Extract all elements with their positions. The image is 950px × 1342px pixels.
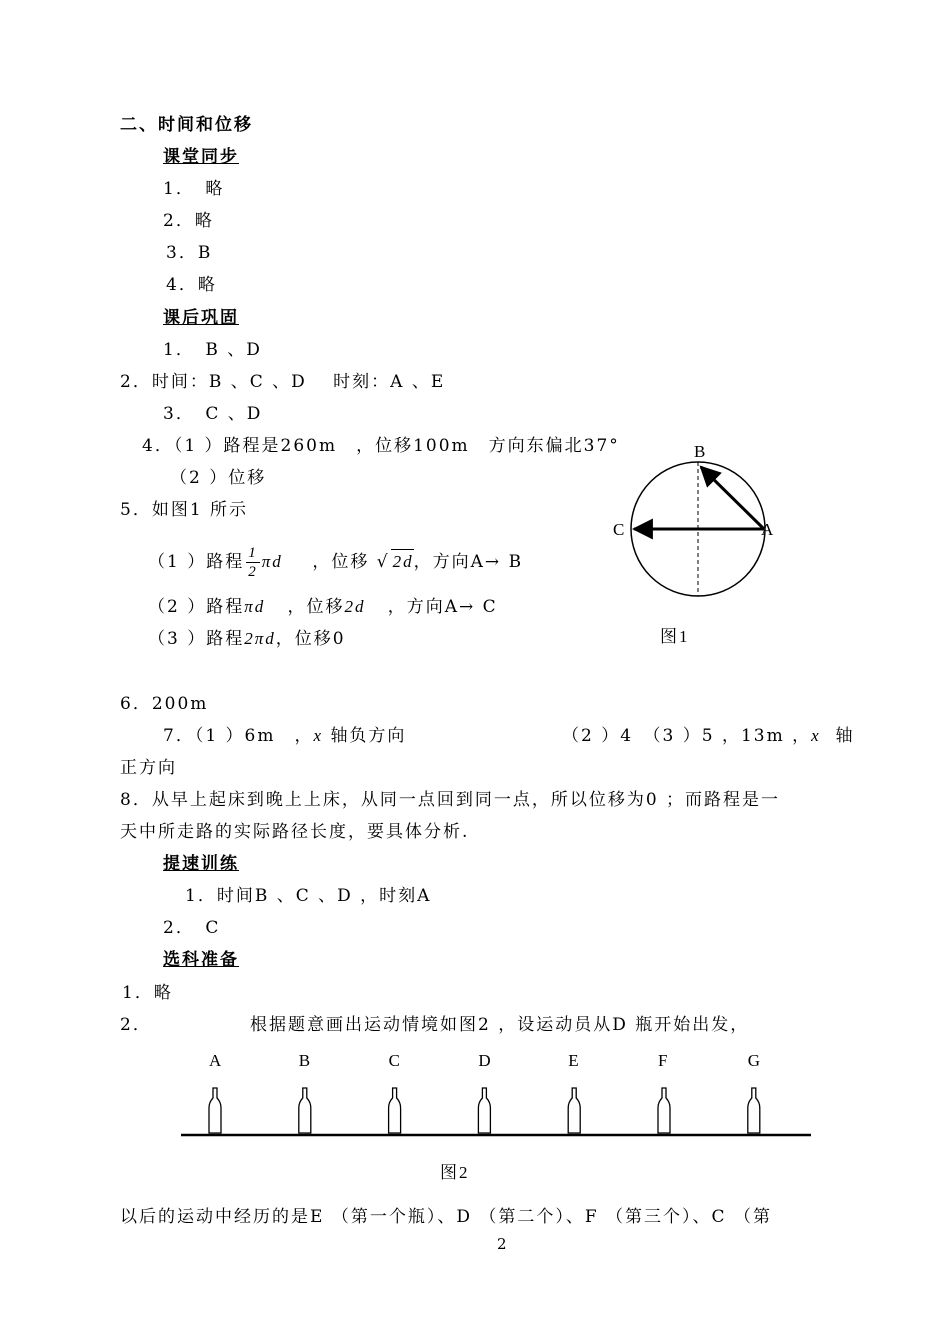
pi-d: πd [244,597,266,616]
text: ，方向A→ C [387,597,498,617]
list-item: 4．略 [166,275,217,295]
item-5-1: （1 ）路程 $\frac{1}{2}$ πd ，位移 √ 2d，方向A→ B [148,545,524,580]
item-7-cont [562,724,855,748]
bottle-icon [568,1088,580,1133]
page-number: 2 [497,1235,509,1253]
bottles-group [209,1051,762,1133]
list-item: 5．如图1 所示 [120,500,249,520]
figure-1-circle-diagram [600,430,800,610]
bottle-icon [389,1088,401,1133]
text: 7．（1 ）6m ， [163,726,314,746]
bottle-label-b: B [298,1051,313,1070]
fraction-denominator: 2 [248,564,258,580]
list-item: 正方向 [120,758,177,778]
label-a: A [761,520,776,539]
list-item: 3． C 、D [163,404,263,424]
var-x: x [811,726,821,745]
bottle-label-g: G [747,1051,763,1070]
list-item: 根据题意画出运动情境如图2 ，设运动员从D 瓶开始出发， [250,1015,750,1035]
bottle-label-e: E [568,1051,581,1070]
list-item: 1． B 、D [163,340,262,360]
figure-2-caption: 图2 [440,1163,470,1182]
text: ，位移 [287,597,345,617]
text: （2 ）路程 [148,597,245,617]
list-item: 8．从早上起床到晚上上床，从同一点回到同一点，所以位移为0 ；而路程是一 [120,790,781,810]
text: ，方向A→ B [413,552,524,572]
fraction-numerator: 1 [248,545,258,561]
fraction [246,544,260,581]
pi-d: πd [261,552,283,571]
bottle-icon [478,1088,490,1133]
list-item: 2． C [163,918,221,938]
bottle-icon [658,1088,670,1133]
heading-speed-training: 提速训练 [163,854,239,874]
item-5-2 [148,595,498,619]
figure-2-bottles-diagram [175,1040,820,1150]
bottle-label-d: D [478,1051,493,1070]
heading-after-class: 课后巩固 [163,308,239,328]
list-item: 4．（1 ）路程是260m ，位移100m 方向东偏北37° [142,436,620,456]
two-d: 2d [344,597,366,616]
heading-subject-prep: 选科准备 [163,950,239,970]
var-x: x [313,726,324,745]
list-item: 2． [120,1015,152,1035]
item-7 [163,724,406,748]
label-b: B [694,442,708,461]
text: ，位移 [312,552,370,572]
section-title: 二、时间和位移 [120,115,253,135]
list-item: （2 ）位移 [170,468,267,488]
heading-class-sync: 课堂同步 [163,147,239,167]
list-item: 天中所走路的实际路径长度，要具体分析. [120,822,470,842]
list-item: 以后的运动中经历的是E （第一个瓶）、D （第二个）、F （第三个）、C （第 [120,1207,772,1227]
two-pi-d: 2πd [244,629,276,648]
bottle-icon [748,1088,760,1133]
text: 轴负方向 [330,726,407,746]
list-item: 1．时间B 、C 、D ，时刻A [185,886,432,906]
text: （3 ）路程 [148,629,245,649]
bottle-label-a: A [209,1051,224,1070]
item-5-3 [148,627,346,651]
list-item: 1．略 [122,983,173,1003]
label-c: C [613,520,627,539]
text: （2 ）4 （3 ）5 ，13m ， [562,726,812,746]
list-item: 3．B [166,243,213,263]
bottle-icon [299,1088,311,1133]
bottle-icon [209,1088,221,1133]
bottle-label-c: C [388,1051,402,1070]
figure-1-caption: 图1 [660,627,690,646]
sqrt-2d: 2d [391,549,414,574]
list-item: 2．时间：B 、C 、D 时刻：A 、E [120,372,446,392]
list-item: 1． 略 [163,179,225,199]
list-item: 2．略 [163,211,214,231]
text: 轴 [835,726,855,746]
list-item: 6．200m [120,694,209,714]
text: （1 ）路程 [148,552,245,572]
bottle-label-f: F [658,1051,670,1070]
arrow-a-to-b [701,467,764,529]
text: ，位移0 [275,629,346,649]
